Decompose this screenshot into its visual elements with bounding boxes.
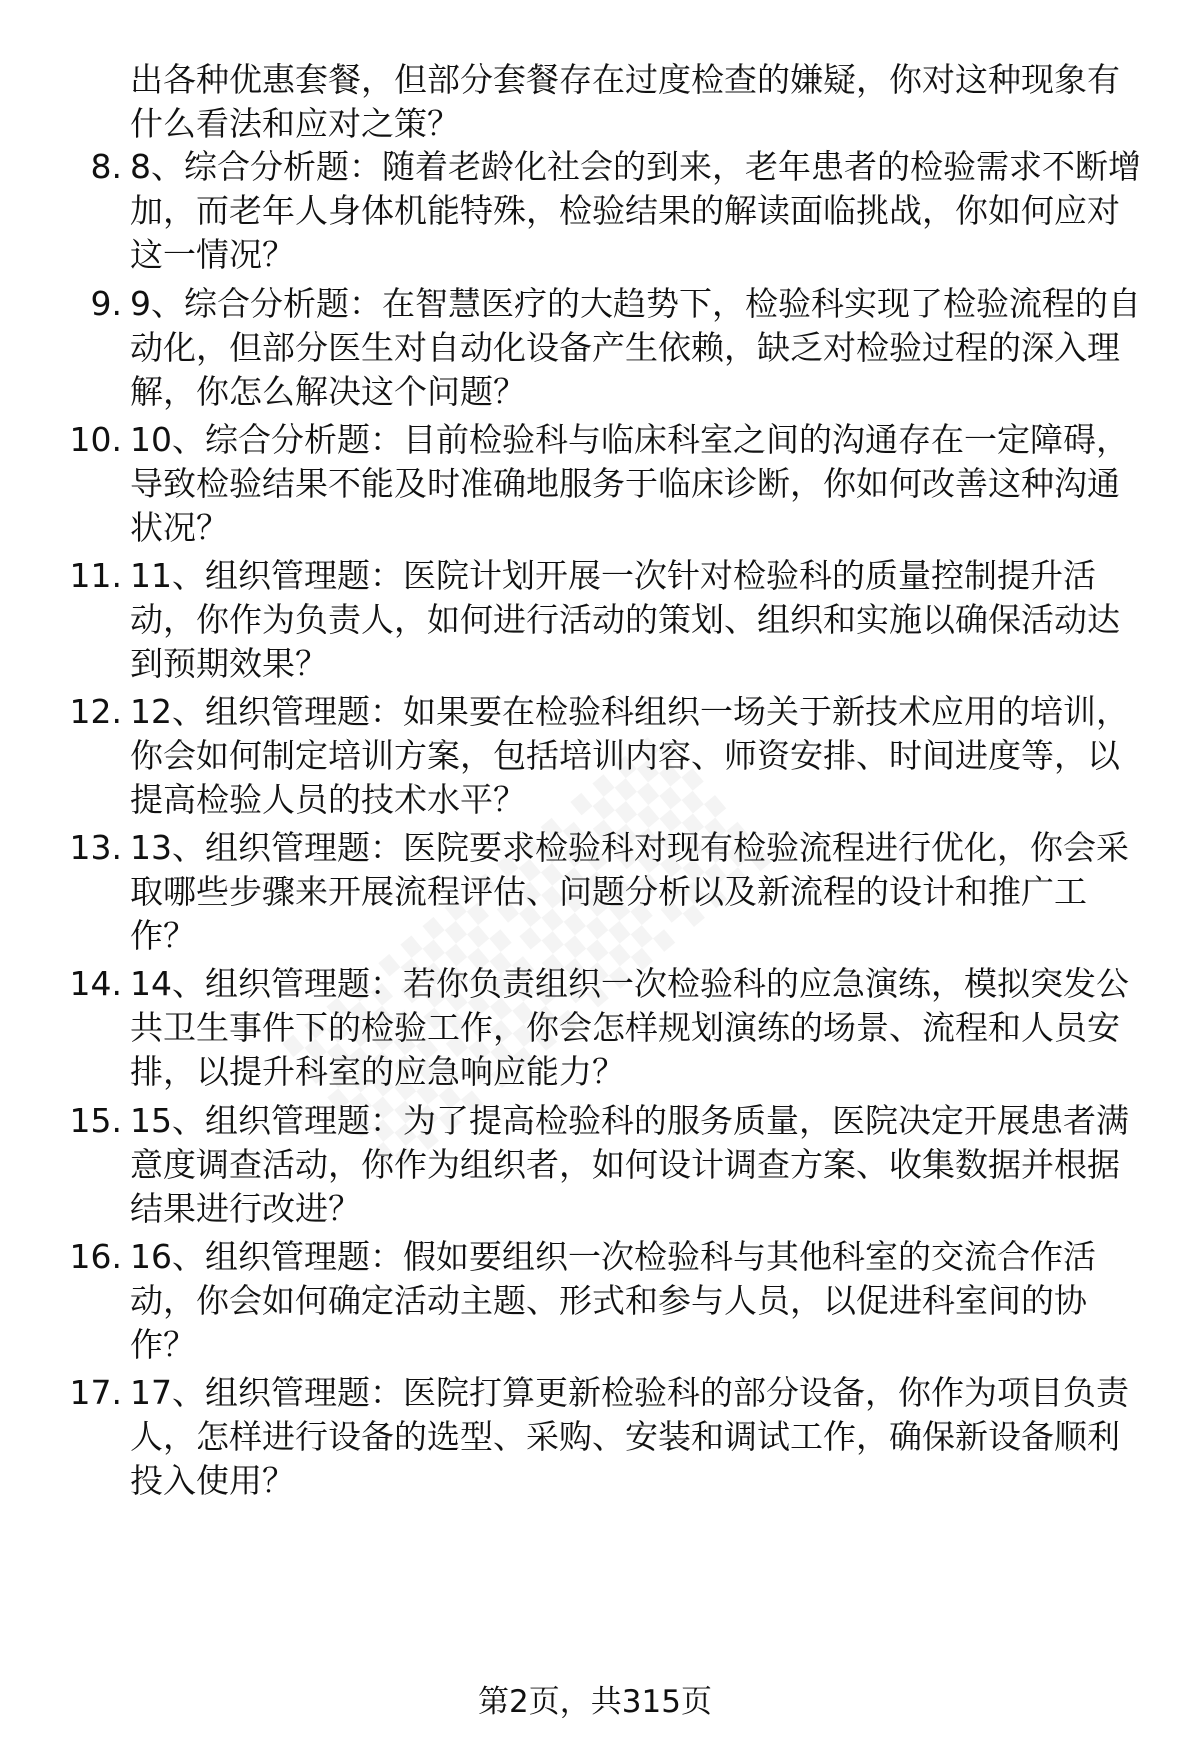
list-item-text: 13、组织管理题：医院要求检验科对现有检验流程进行优化，你会采取哪些步骤来开展流程评估、问题分析以及新流程的设计和推广工作？ — [130, 828, 1129, 955]
list-item-number: 9. — [90, 284, 122, 323]
list-item-text: 12、组织管理题：如果要在检验科组织一场关于新技术应用的培训，你会如何制定培训方案，包括培训内容、师资安排、时间进度等，以提高检验人员的技术水平？ — [130, 692, 1129, 819]
list-item-number: 11. — [69, 556, 122, 595]
list-item-number: 14. — [69, 964, 122, 1003]
list-item-text: 14、组织管理题：若你负责组织一次检验科的应急演练，模拟突发公共卫生事件下的检验工作，你会怎样规划演练的场景、流程和人员安排，以提升科室的应急响应能力？ — [130, 964, 1129, 1091]
list-item-number: 12. — [69, 692, 122, 731]
list-item-text: 8、综合分析题：随着老龄化社会的到来，老年患者的检验需求不断增加，而老年人身体机能特殊，检验结果的解读面临挑战，你如何应对这一情况？ — [130, 147, 1141, 274]
list-item-number: 8. — [90, 147, 122, 186]
list-item-number: 13. — [69, 828, 122, 867]
list-item-text: 15、组织管理题：为了提高检验科的服务质量，医院决定开展患者满意度调查活动，你作为组织者，如何设计调查方案、收集数据并根据结果进行改进？ — [130, 1101, 1129, 1228]
list-item-number: 16. — [69, 1237, 122, 1276]
list-item-number: 15. — [69, 1101, 122, 1140]
list-item-number: 17. — [69, 1373, 122, 1412]
continuation-paragraph: 出各种优惠套餐，但部分套餐存在过度检查的嫌疑，你对这种现象有什么看法和应对之策？ — [130, 60, 1120, 143]
list-item-text: 16、组织管理题：假如要组织一次检验科与其他科室的交流合作活动，你会如何确定活动主题、形式和参与人员，以促进科室间的协作？ — [130, 1237, 1096, 1364]
list-item-text: 11、组织管理题：医院计划开展一次针对检验科的质量控制提升活动，你作为负责人，如何进行活动的策划、组织和实施以确保活动达到预期效果？ — [130, 556, 1120, 683]
list-item-text: 10、综合分析题：目前检验科与临床科室之间的沟通存在一定障碍，导致检验结果不能及时准确地服务于临床诊断，你如何改善这种沟通状况？ — [130, 420, 1129, 547]
list-item-text: 9、综合分析题：在智慧医疗的大趋势下，检验科实现了检验流程的自动化，但部分医生对自动化设备产生依赖，缺乏对检验过程的深入理解，你怎么解决这个问题？ — [130, 284, 1141, 411]
list-item-number: 10. — [69, 420, 122, 459]
page-footer: 第2页，共315页 — [478, 1684, 712, 1720]
list-item-text: 17、组织管理题：医院打算更新检验科的部分设备，你作为项目负责人，怎样进行设备的选型、采购、安装和调试工作，确保新设备顺利投入使用？ — [130, 1373, 1129, 1500]
